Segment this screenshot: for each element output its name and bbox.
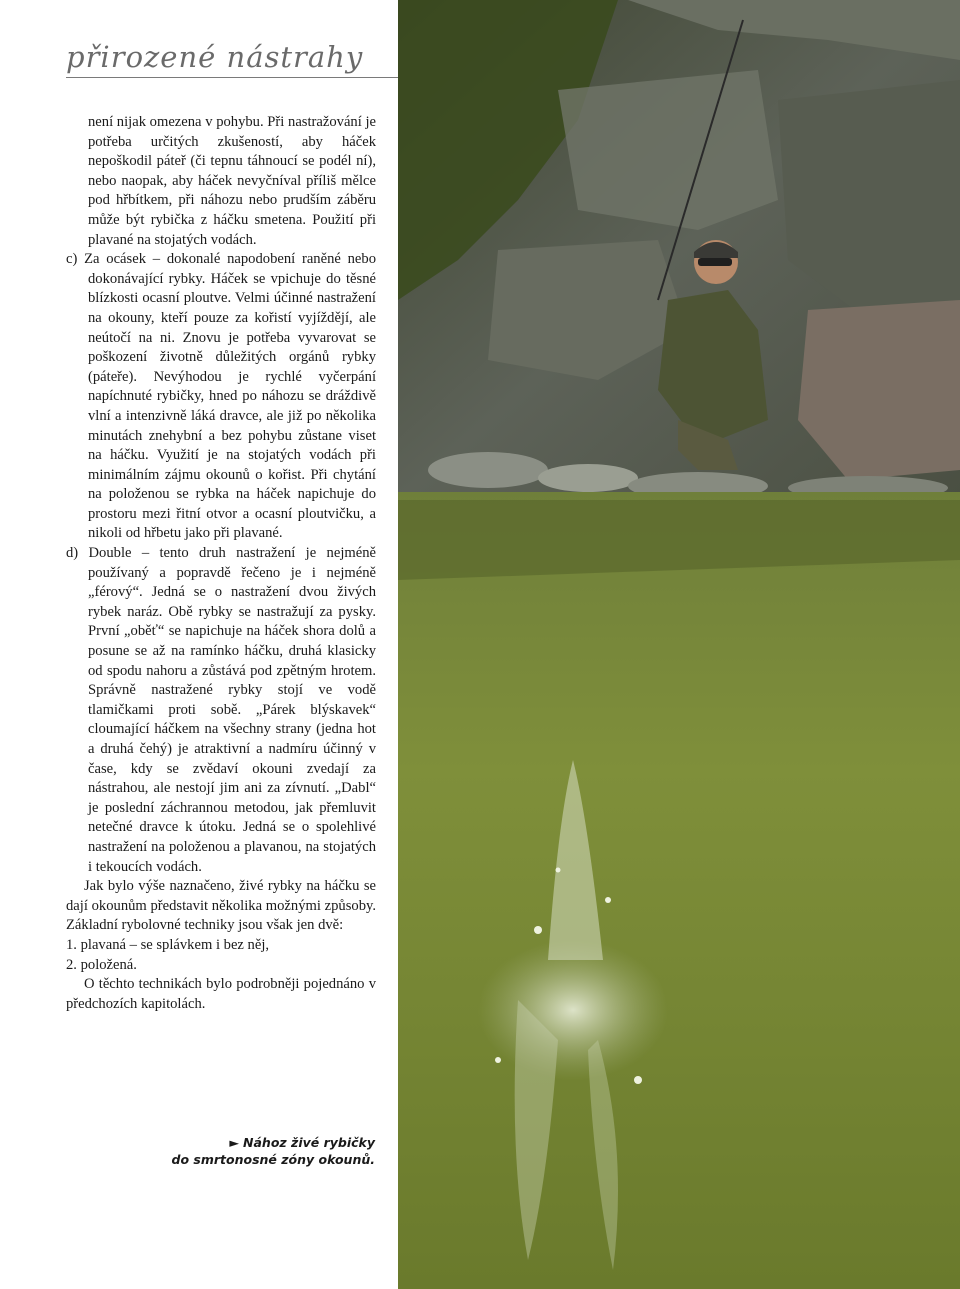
list-item-d: d) Double – tento druh nastražení je nejméně používaný a popravdě řečeno je i nejméně „férový“. Jedná se o nastražení dvou živých rybek naráz. Obě rybky se nastražují za pysky. První „oběť“ se napichuje na háček shora dolů a posune se až na ramínko háčku, druhá klasicky od spodu nahoru a zůstává pod zpětným hrotem. Správně nastražené rybky stojí ve vodě tlamičkami proti sobě. „Párek blýskavek“ cloumající háčkem na všechny strany (jedna hot a druhá čehý) je atraktivní a nadmíru účinný v čase, kdy se zvědaví okouni zvedají za nástrahou, ale nestojí jim ani za zívnutí. „Dabl“ je poslední záchrannou metodou, jak přemluvit netečné dravce k útoku. Jedná se o spolehlivé nastražení na položenou a plavanou, na stojatých i tekoucích vodách. <box>66 545 376 875</box>
technique-item-1: 1. plavaná – se splávkem i bez něj, <box>66 936 270 953</box>
title-rule <box>66 77 398 78</box>
stone-1 <box>428 452 548 488</box>
lake-water <box>398 492 960 1289</box>
technique-item-2: 2. položená. <box>66 956 137 973</box>
rock-slab <box>558 70 778 230</box>
article-column <box>66 113 376 1014</box>
caption-line-1: Nához živé rybičky <box>243 1135 375 1150</box>
triangle-arrow-icon: ► <box>229 1135 240 1150</box>
paragraph-end: O těchto technikách bylo podrobněji pojednáno v předchozích kapitolách. <box>66 976 376 1012</box>
caption-line-2: do smrtonosné zóny okounů. <box>171 1152 375 1167</box>
photo-caption <box>170 1134 375 1168</box>
paragraph-continuation: není nijak omezena v pohybu. Při nastražování je potřeba určitých zkušeností, aby háček nepoškodil páteř (či tepnu táhnoucí se podél ní), nebo naopak, aby háček nevyčníval příliš mělce pod hřbítkem, při náhozu nebo prudším záběru může být rybička z háčku smetena. Použití při plavané na stojatých vodách. <box>88 114 376 248</box>
photo-illustration <box>398 0 960 1289</box>
angler-photo <box>398 0 960 1289</box>
stone-2 <box>538 464 638 492</box>
list-item-c: c) Za ocásek – dokonalé napodobení raněné nebo dokonávající rybky. Háček se vpichuje do těsné blízkosti ocasní ploutve. Velmi účinné nastražení na okouny, kteří pouze za kořistí vyjíždějí, ale neútočí na ni. Znovu je potřeba vyvarovat se poškození životně důležitých orgánů rybky (páteře). Nevýhodou je rychlé vyčerpání napíchnuté rybičky, hned po náhozu se dráždivě vlní a intenzivně láká dravce, ale již po několika minutách znehybní a bez pohybu zůstane viset na háčku. Využití je na stojatých vodách při minimálním zájmu okounů o kořist. Při chytání na položenou se rybka na háček napichuje do prostoru mezi řitní otvor a ocasní ploutvičku, a nikoli od hřbetu jako při plavané. <box>66 251 376 542</box>
paragraph-intro: Jak bylo výše naznačeno, živé rybky na háčku se dají okounům představit několika možnými způsoby. Základní rybolovné techniky jsou však jen dvě: <box>66 878 376 934</box>
section-title: přirozené nástrahy <box>66 40 364 74</box>
